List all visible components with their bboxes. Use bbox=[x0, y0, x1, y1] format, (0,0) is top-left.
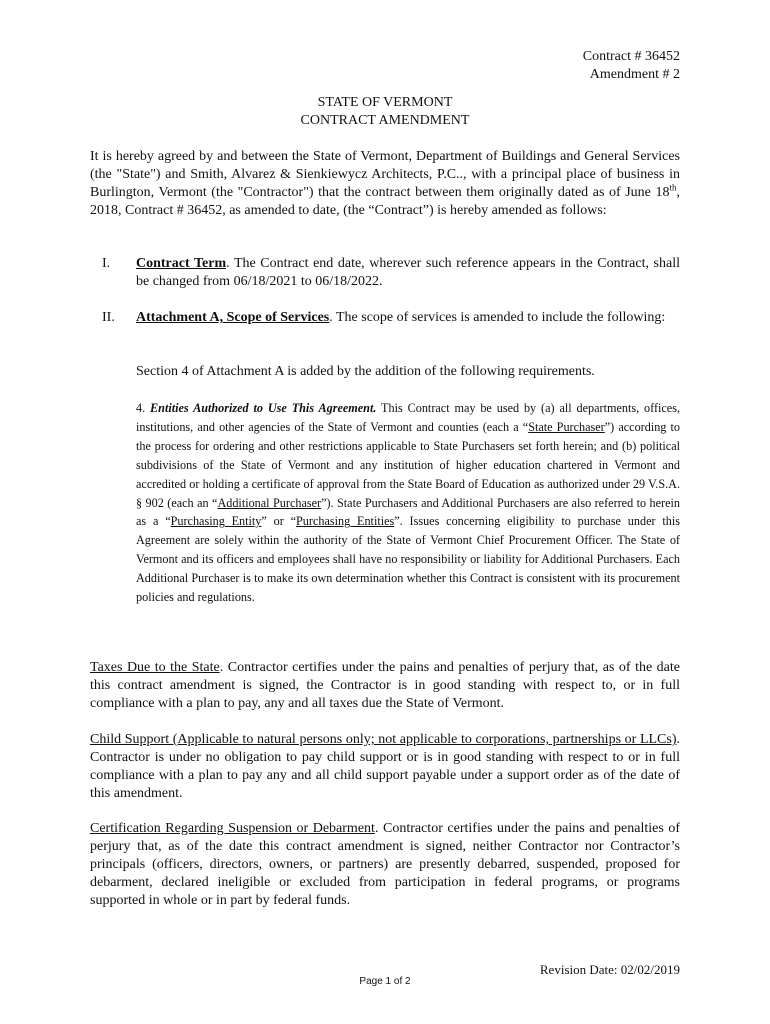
term-purchasing-entity: Purchasing Entity bbox=[170, 514, 262, 529]
requirement-number: 4. bbox=[136, 401, 151, 415]
intro-sup: th bbox=[669, 182, 677, 193]
item-text: . The scope of services is amended to include the following: bbox=[329, 310, 666, 325]
item-contract-term bbox=[90, 255, 680, 291]
contract-number: Contract # 36452 bbox=[582, 49, 680, 64]
amendment-number: Amendment # 2 bbox=[589, 67, 680, 82]
taxes-text: . Contractor certifies under the pains and penalties of perjury that, as of the date this contract amendment is signed, the Contractor is in good standing with respect to, or in full compliance with a plan to pay, any and all taxes due the State of Vermont. bbox=[90, 660, 680, 711]
section-intro: Section 4 of Attachment A is added by the addition of the following requirements. bbox=[136, 364, 595, 379]
requirement-text: ”). State Purchasers and Additional Purchasers are also referred to herein as a “ bbox=[136, 495, 680, 529]
certification-title: Certification Regarding Suspension or Debarment bbox=[90, 821, 375, 836]
intro-text-continued: , 2018, Contract # 36452, as amended to date, (the “Contract”) is hereby amended as follows: bbox=[90, 185, 680, 218]
term-additional-purchaser: Additional Purchaser bbox=[217, 495, 322, 510]
term-state-purchaser: State Purchaser bbox=[528, 419, 605, 434]
certification-paragraph bbox=[90, 820, 680, 910]
child-support-title: Child Support (Applicable to natural persons only; not applicable to corporations, partnerships or LLCs) bbox=[90, 732, 677, 747]
requirement-text: ” or “ bbox=[261, 514, 297, 529]
revision-date: Revision Date: 02/02/2019 bbox=[539, 962, 680, 977]
taxes-title: Taxes Due to the State bbox=[90, 660, 220, 675]
taxes-paragraph bbox=[90, 659, 680, 713]
child-support-text: . Contractor is under no obligation to pay child support or is in good standing with respect to or in full compliance with a plan to pay any and all child support payable under a support order as of the date of this amendment. bbox=[90, 732, 680, 801]
requirement-text: This Contract may be used by (a) all departments, offices, institutions, and other agencies of the State of Vermont and counties (each a “ bbox=[136, 401, 680, 434]
item-scope-of-services bbox=[90, 309, 680, 327]
item-text: . The Contract end date, wherever such reference appears in the Contract, shall be changed from 06/18/2021 to 06/18/2022. bbox=[136, 256, 680, 289]
contract-meta bbox=[583, 48, 680, 84]
page-number: Page 1 of 2 bbox=[359, 976, 411, 987]
header-title: CONTRACT AMENDMENT bbox=[300, 113, 470, 128]
child-support-paragraph bbox=[90, 731, 680, 803]
requirement-text: ”) according to the process for ordering and other restrictions applicable to State Purchasers set forth herein; and (b) political subdivisions of the State of Vermont and any institution of higher education chartered in Vermont and accredited or holding a certificate of approval from the State Board of Education as authorized under 29 V.S.A. § 902 (each an “ bbox=[136, 419, 680, 510]
certification-text: . Contractor certifies under the pains and penalties of perjury that, as of the date this contract amendment is signed, neither Contractor nor Contractor’s principals (officers, directors, owners, or partners) are presently debarred, suspended, proposed for debarment, declared ineligible or excluded from participation in federal programs, or programs supported in whole or in part by federal funds. bbox=[90, 821, 680, 908]
document-header bbox=[0, 94, 770, 130]
requirement-paragraph bbox=[136, 399, 680, 607]
header-state: STATE OF VERMONT bbox=[317, 95, 453, 110]
requirement-text: ”. Issues concerning eligibility to purchase under this Agreement are solely within the authority of the State of Vermont Chief Procurement Officer. The State of Vermont and its officers and employees shall have no responsibility or liability for Additional Purchasers. Each Additional Purchaser is to make its own determination whether this Contract is consistent with its procurement policies and regulations. bbox=[136, 514, 680, 605]
item-numeral: I. bbox=[102, 256, 111, 271]
item-title: Contract Term bbox=[136, 256, 227, 271]
requirement-heading: Entities Authorized to Use This Agreement. bbox=[150, 401, 377, 415]
intro-text: It is hereby agreed by and between the State of Vermont, Department of Buildings and General Services (the "State") and Smith, Alvarez & Sienkiewycz Architects, P.C.., with a principal place of business in Burlington, Vermont (the "Contractor") that the contract between them originally dated as of June 18 bbox=[90, 149, 680, 200]
intro-paragraph bbox=[90, 148, 680, 220]
term-purchasing-entities: Purchasing Entities bbox=[296, 514, 395, 529]
item-title: Attachment A, Scope of Services bbox=[136, 310, 330, 325]
item-numeral: II. bbox=[102, 310, 115, 325]
